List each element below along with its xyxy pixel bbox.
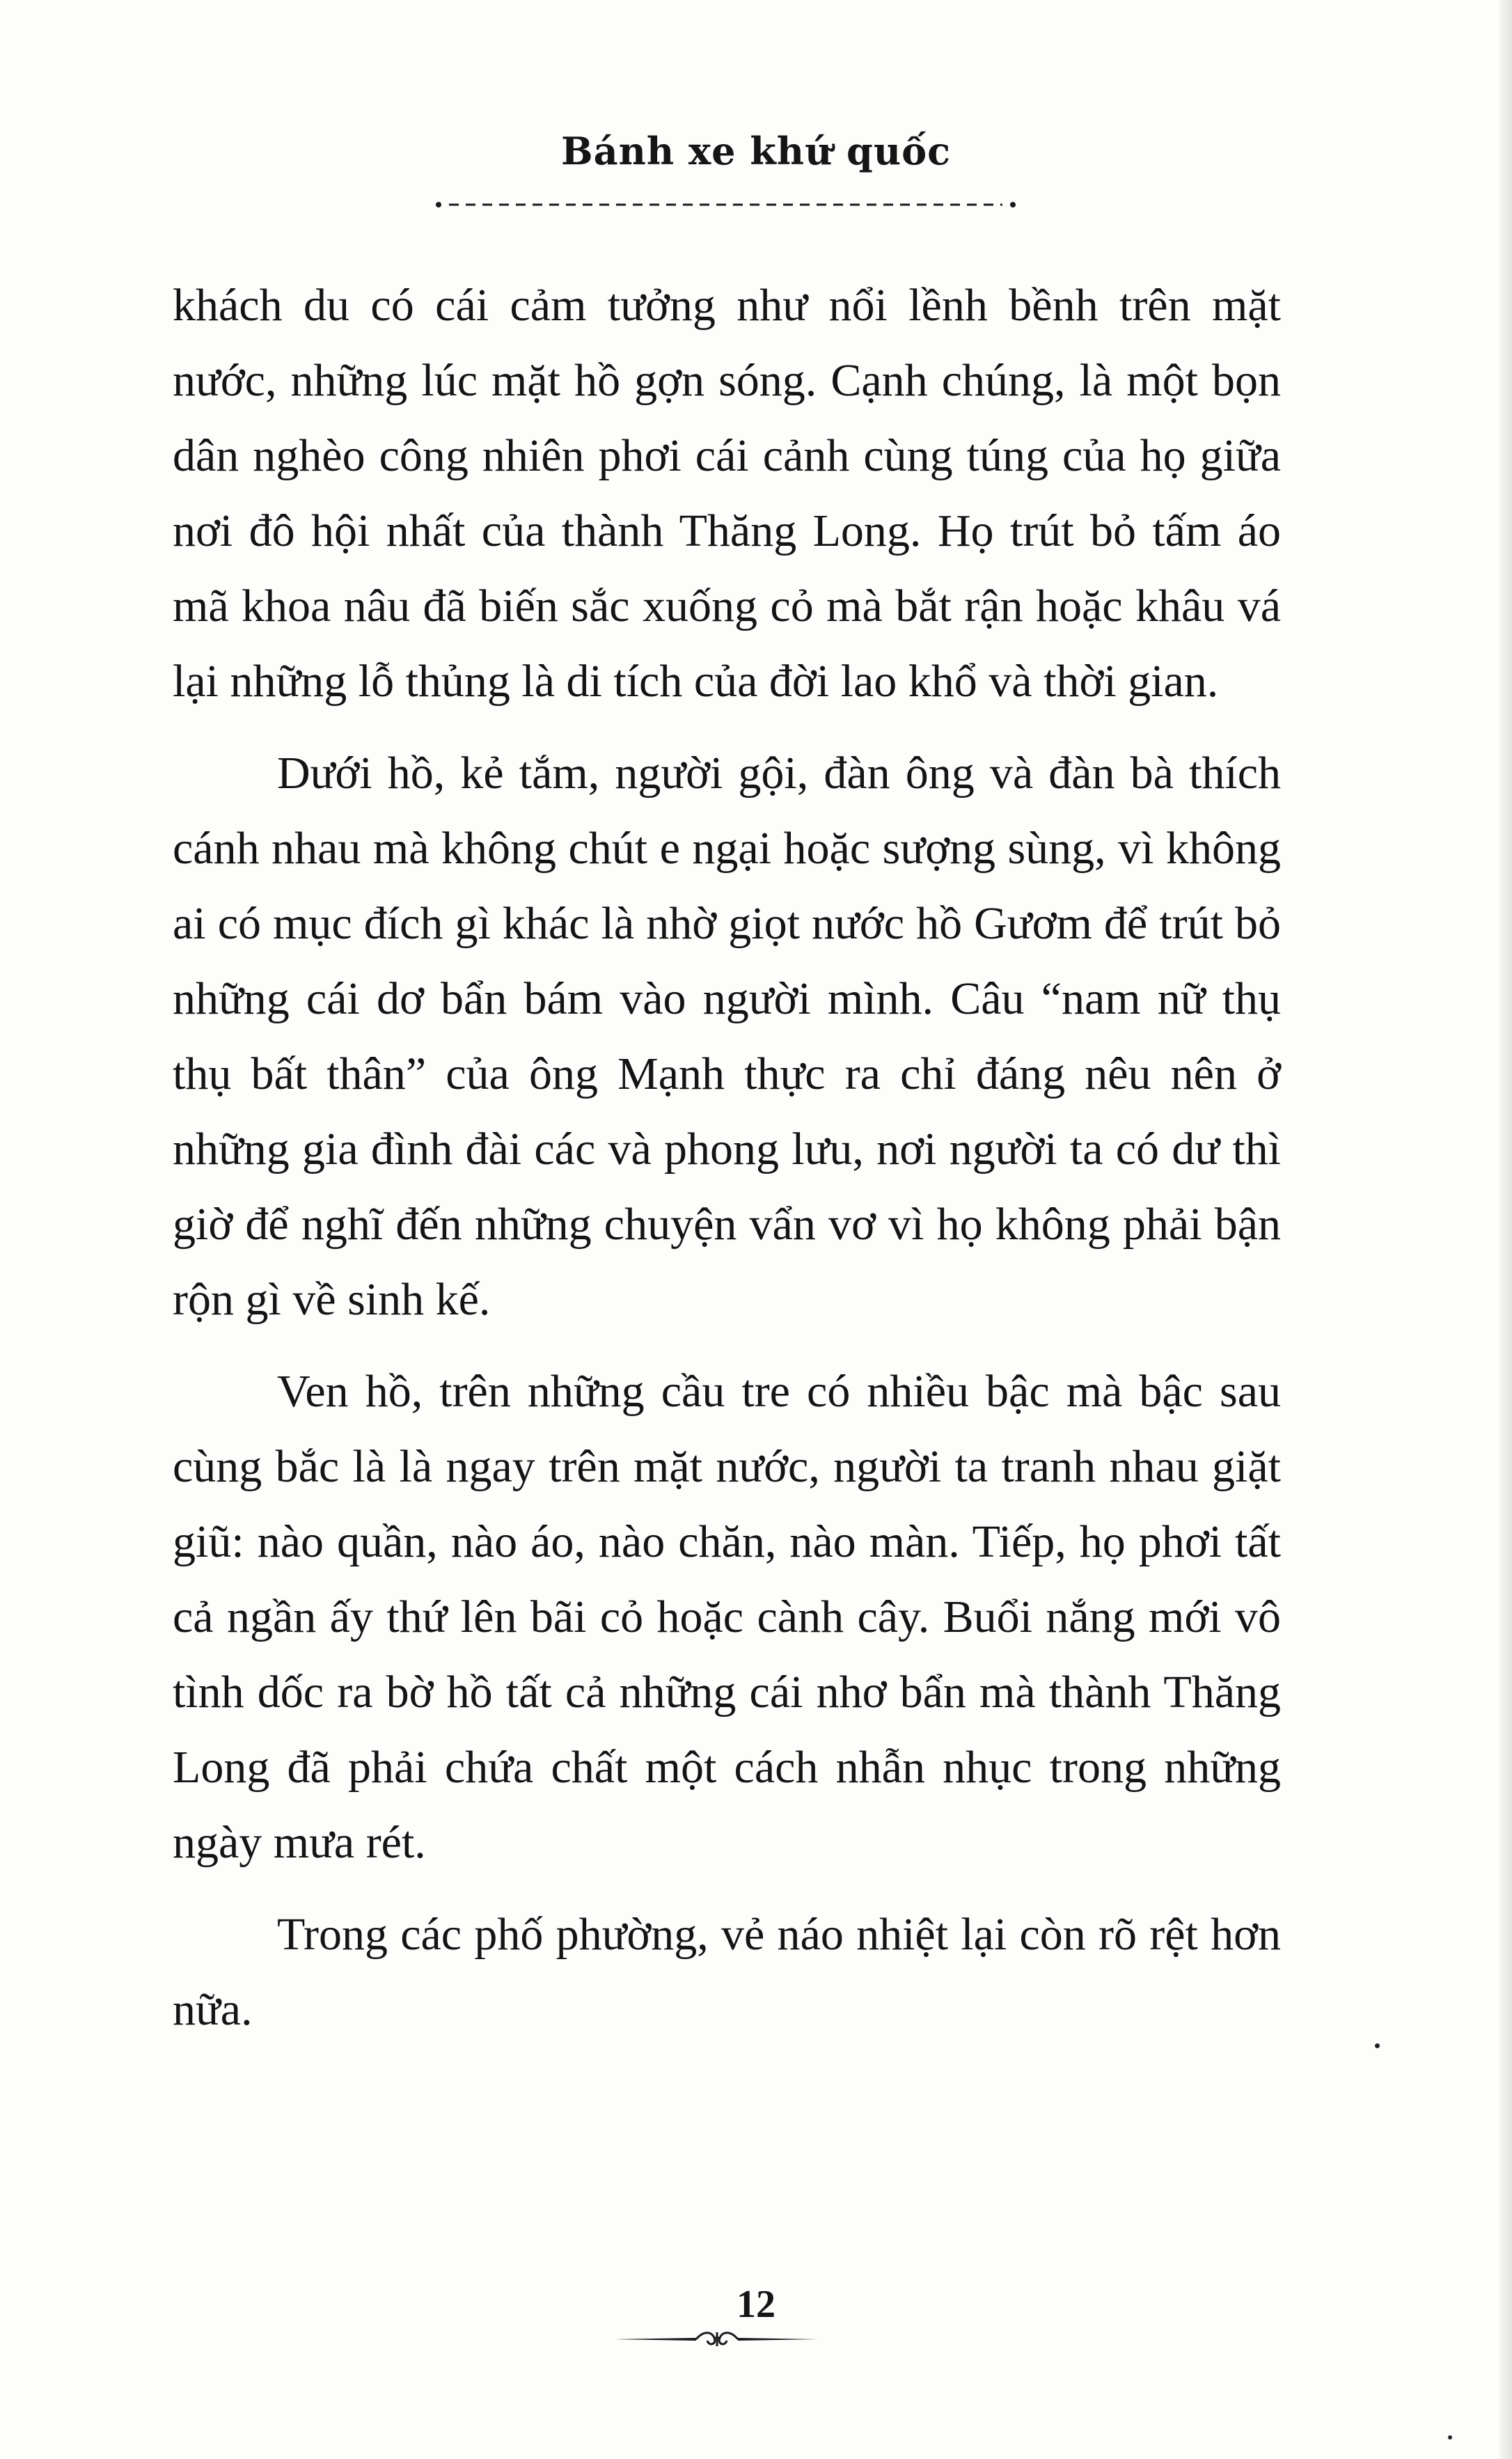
paragraph-3: Ven hồ, trên những cầu tre có nhiều bậc mà bậc sau cùng bắc là là ngay trên mặt nước, người ta tranh nhau giặt giũ: nào quần, nào áo, nào chăn, nào màn. Tiếp, họ phơi tất cả ngần ấy thứ lên bãi cỏ hoặc cành cây. Buổi nắng mới vô tình dốc ra bờ hồ tất cả những cái nhơ bẩn mà thành Thăng Long đã phải chứa chất một cách nhẫn nhục trong những ngày mưa rét.: [173, 1366, 1281, 1868]
rule-right-dot: [1010, 202, 1016, 207]
ink-speck: [1375, 2043, 1380, 2048]
ink-speck: [1448, 2435, 1452, 2440]
paragraph-1: khách du có cái cảm tưởng như nổi lềnh bềnh trên mặt nước, những lúc mặt hồ gợn sóng. Cạnh chúng, là một bọn dân nghèo công nhiên phơi cái cảnh cùng túng của họ giữa nơi đô hội nhất của thành Thăng Long. Họ trút bỏ tấm áo mã khoa nâu đã biến sắc xuống cỏ mà bắt rận hoặc khâu vá lại những lỗ thủng là di tích của đời lao khổ và thời gian.: [173, 280, 1281, 707]
rule-left-dot: [436, 202, 441, 207]
footer-ornament: [613, 2325, 821, 2353]
running-title: Bánh xe khứ quốc: [561, 129, 951, 173]
ornament-left-taper: [616, 2338, 696, 2341]
ornament-right-taper: [738, 2338, 818, 2341]
body-text: [173, 268, 1281, 2064]
page-number: 12: [737, 2283, 775, 2326]
page-header: [0, 129, 1512, 173]
page-footer: [0, 2282, 1512, 2327]
paragraph-2: Dưới hồ, kẻ tắm, người gội, đàn ông và đàn bà thích cánh nhau mà không chút e ngại hoặc sượng sùng, vì không ai có mục đích gì khác là nhờ giọt nước hồ Gươm để trút bỏ những cái dơ bẩn bám vào người mình. Câu “nam nữ thụ thụ bất thân” của ông Mạnh thực ra chỉ đáng nêu nên ở những gia đình đài các và phong lưu, nơi người ta có dư thì giờ để nghĩ đến những chuyện vẩn vơ vì họ không phải bận rộn gì về sinh kế.: [173, 748, 1281, 1325]
paragraph-4: Trong các phố phường, vẻ náo nhiệt lại còn rõ rệt hơn nữa.: [173, 1909, 1281, 2035]
page-edge-shadow: [1499, 0, 1512, 2459]
ornament-center-flourish: [696, 2332, 738, 2346]
header-dashed-rule: [435, 202, 1016, 207]
